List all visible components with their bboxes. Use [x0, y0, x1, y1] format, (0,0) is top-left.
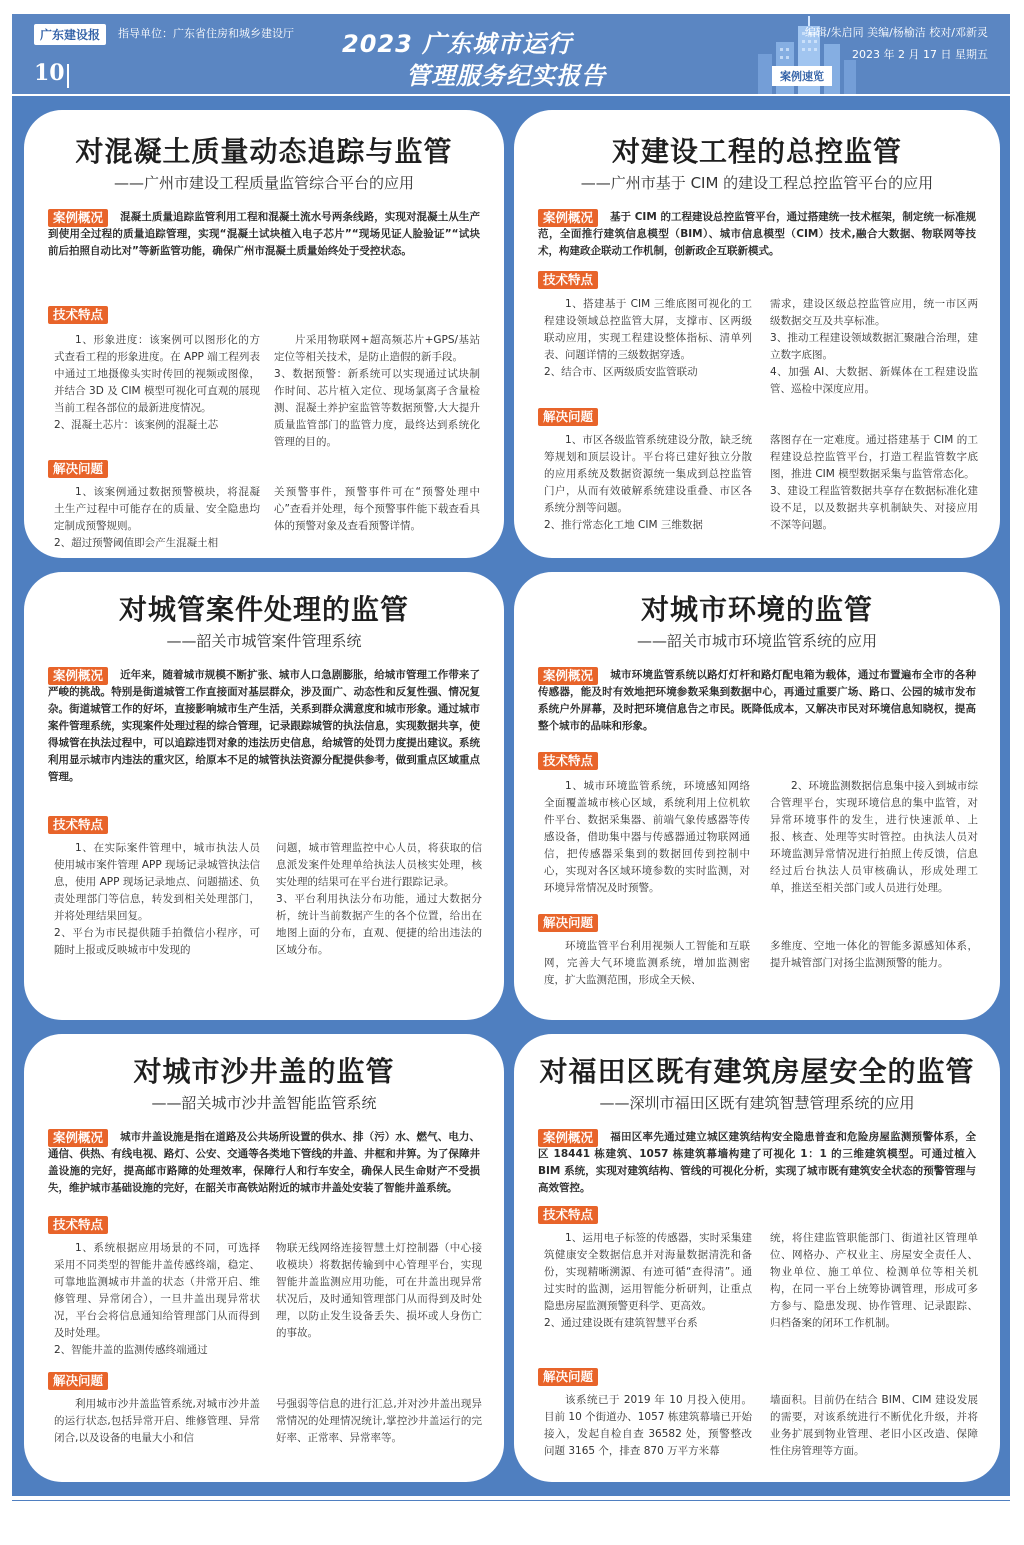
card-title: 对城市环境的监管: [640, 593, 873, 626]
features-col-right: 需求，建设区级总控监管应用，统一市区两级数据交互及共享标准。 3、推动工程建设领域数据汇聚融合治理，建立数字底图。 4、加强 AI、大数据、新媒体在工程建设监管、巡检中深度应用。: [770, 298, 978, 395]
case-card-building-safety: [514, 1034, 1000, 1482]
features-col-left: 1、形象进度：该案例可以图形化的方式查看工程的形象进度。在 APP 端工程列表中通过工地摄像头实时传回的视频或图像，并结合 3D 及 CIM 模型可视化可直观的展现当前工程各部位的最新进度情况。 2、混凝土芯片：该案例的混凝土芯: [54, 334, 260, 431]
card-overview: 城市井盖设施是指在道路及公共场所设置的供水、排（污）水、燃气、电力、通信、供热、有线电视、路灯、公安、交通等各类地下管线的井盖、井框和井箅。为了保障井盖设施的完好，提高邮市路障的处理效率，保障行人和行车安全，确保人民生命财产不受损失，维护城市基础设施的完好，在韶关市高铁站附近的城市井盖处安装了智能井盖系统。: [48, 1131, 480, 1194]
label-features: 技术特点: [538, 271, 598, 289]
card-subtitle: ——韶关市城管案件管理系统: [166, 632, 362, 650]
card-subtitle: ——广州市建设工程质量监管综合平台的应用: [113, 174, 414, 192]
page-number: 10: [34, 60, 65, 86]
page-title-line-1: 2023 广东城市运行: [342, 30, 573, 58]
card-title: 对城市沙井盖的监管: [133, 1055, 395, 1088]
features-col-left: 1、城市环境监管系统，环境感知网络全面覆盖城市核心区域，系统利用上位机软件平台、数据采集器、前端气象传感器等传感设备，借助集中器与传感器通过物联网通信，把传感器采集到的数据回传到控制中心，实现对各区域环境参数的实时监测，对环境异常情况及时预警。: [544, 780, 750, 894]
solution-col-left: 利用城市沙井盖监管系统,对城市沙井盖的运行状态,包括异常开启、维修管理、异常闭合,以及设备的电量大小和信: [54, 1398, 260, 1444]
features-col-left: 1、在实际案件管理中，城市执法人员使用城市案件管理 APP 现场记录城管执法信息，使用 APP 现场记录地点、问题描述、负责处理部门等信息，转发到相关处理部门，并将处理结果回复。 2、平台为市民提供随手拍微信小程序，可随时上报或反映城市中发现的: [54, 842, 260, 956]
features-col-right: 统，将住建监管职能部门、街道社区管理单位、网格办、产权业主、房屋安全责任人、物业单位、施工单位、检测单位等相关机构，在同一平台上统筹协调管理，形成可多方参与、隐患发现、协作管理、记录跟踪、归档备案的闭环工作机制。: [770, 1232, 978, 1329]
editor-credits: 编辑/朱启同 美编/杨榆洁 校对/邓新灵: [804, 26, 988, 39]
solution-col-right: 关预警事件，预警事件可在“预警处理中心”查看并处理，每个预警事件能下载查看具体的预警对象及查看预警详情。: [274, 486, 480, 532]
bottom-divider: [12, 1500, 1010, 1501]
solution-col-right: 号强弱等信息的进行汇总,并对沙井盖出现异常情况的处理情况统计,掌控沙井盖运行的完好率、正常率、异常率等。: [276, 1398, 482, 1444]
features-col-right: 片采用物联网+超高频芯片+GPS/基站定位等相关技术，是防止造假的新手段。 3、数据预警：新系统可以实现通过试块制作时间、芯片植入定位、现场氯离子含量检测、混凝土养护室监管等数据预警,大大提升质量监管部门的监管力度，最终达到系统化管理的目的。: [274, 334, 480, 448]
case-card-manhole: [24, 1034, 504, 1482]
label-features: 技术特点: [48, 306, 108, 324]
label-overview: 案例概况: [538, 667, 598, 685]
solution-col-left: 1、该案例通过数据预警模块，将混凝土生产过程中可能存在的质量、安全隐患均定制成预警规则。 2、超过预警阈值即会产生混凝土相: [54, 486, 260, 549]
label-features: 技术特点: [48, 1216, 108, 1234]
card-title: 对福田区既有建筑房屋安全的监管: [539, 1055, 975, 1088]
label-features: 技术特点: [48, 816, 108, 834]
label-solution: 解决问题: [538, 408, 598, 426]
solution-col-left: 1、市区各级监管系统建设分散，缺乏统筹规划和顶层设计。平台将已建好独立分散的应用系统及数据资源统一集成到总控监管门户，从而有效破解系统建设重叠、市区各系统分割等问题。 2、推行常态化工地 CIM 三维数据: [544, 434, 752, 531]
page-title-line-2: 管理服务纪实报告: [406, 62, 606, 90]
card-subtitle: ——深圳市福田区既有建筑智慧管理系统的应用: [599, 1094, 915, 1112]
features-col-right: 物联无线网络连接智慧土灯控制器（中心接收模块）将数据传输到中心管理平台，实现智能井盖监测应用功能，可在井盖出现异常状况后，及时通知管理部门从而得到及时处理，以防止发生设备丢失、损坏或人身伤亡的事故。: [276, 1242, 482, 1339]
card-title: 对建设工程的总控监管: [611, 135, 902, 168]
label-overview: 案例概况: [538, 1129, 598, 1147]
page-header: [12, 14, 1010, 94]
features-col-right: 2、环境监测数据信息集中接入到城市综合管理平台，实现环境信息的集中监管，对异常环境事件的发生，进行快速派单、上报、核查、处理等实时管控。由执法人员对环境监测异常情况进行拍照上传反馈，信息经过后台执法人员审核确认，形成处理工单，推送至相关部门或人员进行处理。: [770, 780, 978, 894]
card-overview: 混凝土质量追踪监管利用工程和混凝土流水号两条线路，实现对混凝土从生产到使用全过程的质量追踪管理，实现“混凝土试块植入电子芯片”“现场见证人脸验证”“试块前后拍照自动比对”等新监管功能，确保广州市混凝土质量始终处于受控状态。: [48, 211, 480, 257]
label-overview: 案例概况: [48, 667, 108, 685]
label-solution: 解决问题: [538, 914, 598, 932]
solution-col-left: 该系统已于 2019 年 10 月投入使用。目前 10 个街道办、1057 栋建筑幕墙已开始接入，发起自检自查 36582 处，预警整改问题 3165 个，排查 870 万平方米幕: [544, 1394, 752, 1457]
features-col-left: 1、运用电子标签的传感器，实时采集建筑健康安全数据信息并对海量数据清洗和备份，实现精晰溯源、有迹可循“查得清”。通过实时的监测，运用智能分析研判，让重点隐患房屋监测预警更科学、更高效。 2、通过建设既有建筑智慧平台系: [544, 1232, 752, 1329]
label-solution: 解决问题: [48, 1372, 108, 1390]
card-overview: 近年来，随着城市规模不断扩张、城市人口急剧膨胀，给城市管理工作带来了严峻的挑战。特别是街道城管工作直接面对基层群众，涉及面广、动态性和反复性强、情况复杂。街道城管工作的好坏，直接影响城市生产生活，关系到群众满意度和城市形象。通过城市案件管理系统，实现案件处理过程的综合管理，记录跟踪城管的执法信息，实现数据共享，使得城管在执法过程中，可以追踪违罚对象的违法历史信息，给城管的处罚力度提出建议。系统利用显示城市内违法的重灾区，给原本不足的城管执法资源分配提供参考，做到重点区域重点管理。: [48, 669, 480, 783]
label-overview: 案例概况: [48, 209, 108, 227]
issue-date: 2023 年 2 月 17 日 星期五: [852, 48, 988, 61]
solution-col-right: 多维度、空地一体化的智能多源感知体系，提升城管部门对扬尘监测预警的能力。: [770, 940, 978, 969]
label-overview: 案例概况: [538, 209, 598, 227]
card-overview: 城市环境监管系统以路灯灯杆和路灯配电箱为载体，通过布置遍布全市的各种传感器，能及时有效地把环境参数采集到数据中心，再通过重要广场、路口、公园的城市发布系统户外屏幕，及时把环境信息告之市民。既降低成本，又解决市民对环境信息知晓权，提高整个城市的品味和形象。: [538, 669, 976, 732]
guide-unit: 指导单位：广东省住房和城乡建设厅: [118, 27, 294, 40]
label-solution: 解决问题: [48, 460, 108, 478]
solution-col-right: 墙面积。目前仍在结合 BIM、CIM 建设发展的需要，对该系统进行不断优化升级，并将业务扩展到物业管理、老旧小区改造、保障性住房管理等方面。: [770, 1394, 978, 1457]
features-col-left: 1、系统根据应用场景的不同，可选择采用不同类型的智能井盖传感终端，稳定、可靠地监测城市井盖的状态（井常开启、维修管理、异常闭合），一旦井盖出现异常状况，平台会将信息通知给管理部门从而得到及时处理。 2、智能井盖的监测传感终端通过: [54, 1242, 260, 1356]
label-features: 技术特点: [538, 1206, 598, 1224]
card-subtitle: ——韶关市城市环境监管系统的应用: [636, 632, 877, 650]
label-features: 技术特点: [538, 752, 598, 770]
solution-col-left: 环境监管平台利用视频人工智能和互联网，完善大气环境监测系统，增加监测密度，扩大监测范围，形成全天候、: [544, 940, 750, 986]
label-overview: 案例概况: [48, 1129, 108, 1147]
case-card-environment: [514, 572, 1000, 1020]
case-card-urban-management: [24, 572, 504, 1020]
card-subtitle: ——广州市基于 CIM 的建设工程总控监管平台的应用: [580, 174, 934, 192]
card-overview: 福田区率先通过建立城区建筑结构安全隐患普查和危险房屋监测预警体系，全区 18441 栋建筑、1057 栋建筑幕墙构建了可视化 1：1 的三维建筑模型。可通过植入 BIM 系统，实现对建筑结构、管线的可视化分析，实现了城市既有建筑安全状态的预警管理与高效管控。: [538, 1131, 976, 1194]
card-title: 对城管案件处理的监管: [118, 593, 409, 626]
card-title: 对混凝土质量动态追踪与监管: [75, 135, 453, 168]
features-col-right: 问题，城市管理监控中心人员，将获取的信息派发案件处理单给执法人员核实处理，核实处理的结果可在平台进行跟踪记录。 3、平台利用执法分布功能，通过大数据分析，统计当前数据产生的各个位置，给出在地图上面的分布，直观、便捷的给出违法的区域分布。: [276, 842, 482, 956]
card-overview: 基于 CIM 的工程建设总控监管平台，通过搭建统一技术框架，制定统一标准规范，全面推行建筑信息模型（BIM）、城市信息模型（CIM）技术,融合大数据、物联网等技术，构建政企联动工作机制，创新政企互联新模式。: [538, 211, 976, 257]
newspaper-tag: 广东建设报: [34, 24, 106, 45]
solution-col-right: 落图存在一定难度。通过搭建基于 CIM 的工程建设总控监管平台，打造工程监管数字底图，推进 CIM 模型数据采集与监管常态化。 3、建设工程监管数据共享存在数据标准化建设不足，以及数据共享机制缺失、对接应用不深等问题。: [770, 434, 978, 531]
case-card-concrete: [24, 110, 504, 558]
label-solution: 解决问题: [538, 1368, 598, 1386]
main-content: [12, 96, 1010, 1496]
features-col-left: 1、搭建基于 CIM 三维底图可视化的工程建设领域总控监管大屏，支撑市、区两级联动应用，实现工程建设整体指标、清单列表、问题详情的三级数据穿透。 2、结合市、区两级质安监管联动: [544, 298, 752, 378]
page-number-divider: [67, 64, 69, 88]
section-badge: 案例速览: [772, 66, 832, 86]
card-subtitle: ——韶关城市沙井盖智能监管系统: [151, 1094, 377, 1112]
case-card-cim: [514, 110, 1000, 558]
